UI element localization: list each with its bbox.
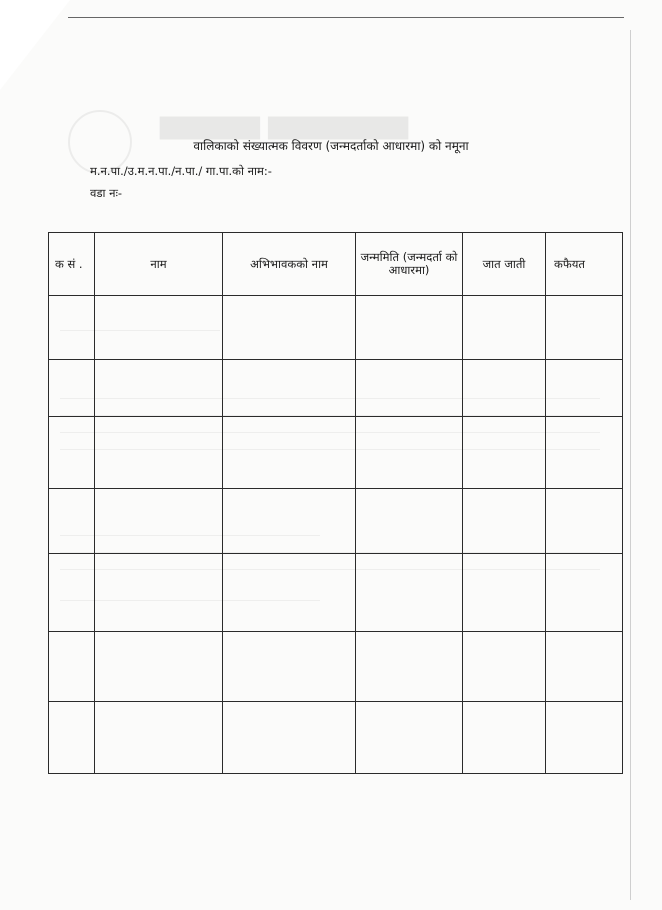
table-cell[interactable]: [95, 631, 223, 701]
table-cell[interactable]: [49, 701, 95, 773]
table-cell[interactable]: [49, 296, 95, 360]
table-header-row: [49, 233, 623, 296]
table-cell[interactable]: [49, 416, 95, 488]
table-cell[interactable]: [356, 554, 463, 632]
table-cell[interactable]: [356, 488, 463, 553]
table-cell[interactable]: [546, 701, 623, 773]
page-edge: [630, 30, 631, 900]
table-cell[interactable]: [223, 701, 356, 773]
header-name: नाम: [95, 233, 223, 296]
table-row: [49, 296, 623, 360]
table-row: [49, 488, 623, 553]
table-cell[interactable]: [463, 554, 546, 632]
folded-corner: [0, 0, 70, 90]
table-row: [49, 360, 623, 416]
table-cell[interactable]: [546, 554, 623, 632]
table-cell[interactable]: [223, 554, 356, 632]
table-cell[interactable]: [463, 360, 546, 416]
table-cell[interactable]: [546, 488, 623, 553]
table-cell[interactable]: [95, 701, 223, 773]
table-cell[interactable]: [49, 360, 95, 416]
table-cell[interactable]: [463, 631, 546, 701]
table-cell[interactable]: [49, 554, 95, 632]
table-cell[interactable]: [95, 360, 223, 416]
header-guardian: अभिभावकको नाम: [223, 233, 356, 296]
table-cell[interactable]: [95, 554, 223, 632]
header-remarks: कफैयत: [546, 233, 623, 296]
table-cell[interactable]: [356, 416, 463, 488]
table-cell[interactable]: [463, 701, 546, 773]
table-cell[interactable]: [356, 701, 463, 773]
document-title: वालिकाको संख्यात्मक विवरण (जन्मदर्ताको आधारमा) को नमूना: [193, 139, 469, 153]
table-cell[interactable]: [546, 416, 623, 488]
table-cell[interactable]: [49, 488, 95, 553]
table-cell[interactable]: [223, 360, 356, 416]
table-cell[interactable]: [95, 296, 223, 360]
table-cell[interactable]: [463, 296, 546, 360]
table-cell[interactable]: [546, 631, 623, 701]
municipality-label: म.न.पा./उ.म.न.पा./न.पा./ गा.पा.को नाम:-: [90, 164, 272, 178]
ward-label: वडा नः-: [90, 186, 123, 200]
table-cell[interactable]: [463, 416, 546, 488]
table-cell[interactable]: [356, 360, 463, 416]
top-border-line: [68, 17, 624, 18]
table-cell[interactable]: [223, 296, 356, 360]
table-row: [49, 631, 623, 701]
table-row: [49, 554, 623, 632]
table-cell[interactable]: [95, 416, 223, 488]
table-cell[interactable]: [463, 488, 546, 553]
table-cell[interactable]: [356, 296, 463, 360]
table-cell[interactable]: [223, 416, 356, 488]
header-dob: जन्ममिति (जन्मदर्ता को आधारमा): [356, 233, 463, 296]
header-caste: जात जाती: [463, 233, 546, 296]
table-row: [49, 416, 623, 488]
data-table: [48, 232, 623, 774]
table-cell[interactable]: [95, 488, 223, 553]
table-row: [49, 701, 623, 773]
table-cell[interactable]: [546, 360, 623, 416]
header-serial: क सं .: [49, 233, 95, 296]
table-cell[interactable]: [223, 488, 356, 553]
table-cell[interactable]: [49, 631, 95, 701]
table-cell[interactable]: [356, 631, 463, 701]
bleed-through-heading: ▆▆▆▆▆ ▆▆▆▆▆▆▆: [160, 110, 409, 140]
table-cell[interactable]: [546, 296, 623, 360]
table-cell[interactable]: [223, 631, 356, 701]
